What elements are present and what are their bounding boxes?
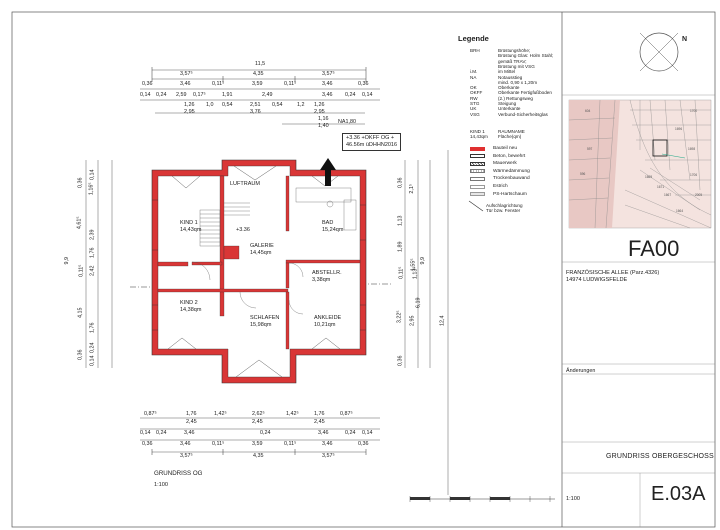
dim-top-5f: 3,76 xyxy=(250,109,261,115)
dim-bot-3g: 0,36 xyxy=(358,441,369,447)
legend-material-label: Bauteil neu xyxy=(493,146,518,151)
legend-swatch xyxy=(470,154,485,158)
legend-abbr-row xyxy=(470,69,515,74)
dim-top-4b: 0,24 xyxy=(156,92,167,98)
room-ankleide: ANKLEIDE 10,21qm xyxy=(314,315,342,328)
legend-abbr-code: RW xyxy=(470,95,478,101)
dim-bot-2a: 0,14 xyxy=(140,430,151,436)
opening-icon xyxy=(468,200,484,212)
dim-top-3f: 3,46 xyxy=(322,81,333,87)
legend-abbr-code: VSG xyxy=(470,111,480,117)
legend-abbr-row xyxy=(470,64,535,69)
svg-text:597: 597 xyxy=(587,147,593,151)
dim-top-2c: 3,57⁵ xyxy=(322,71,335,77)
dim-right3-c: 1,89 xyxy=(397,241,404,252)
room-luftraum: LUFTRAUM xyxy=(230,181,260,187)
dim-bot-4b: 4,35 xyxy=(253,453,264,459)
dim-right2-e: 0,36 xyxy=(397,355,404,366)
plan-scale: 1:100 xyxy=(154,482,168,488)
legend-material-label: PS-Hartschaum xyxy=(493,191,527,197)
legend-material-label: Estrich xyxy=(493,184,508,189)
dim-top-3d: 3,59 xyxy=(252,81,263,87)
legend-abbr-desc: Oberkante Fertigfußboden xyxy=(498,90,552,96)
dim-top-3c: 0,11⁵ xyxy=(212,81,225,87)
svg-text:1698: 1698 xyxy=(688,147,696,151)
dim-left2-d: 1,76 xyxy=(89,247,96,258)
legend-abbr-code: NA xyxy=(470,74,477,80)
dim-bot-3e: 0,11⁵ xyxy=(284,441,297,447)
legend-abbr-row xyxy=(470,59,527,64)
legend-abbr-row xyxy=(470,48,530,53)
dim-bot-4c: 3,57⁵ xyxy=(322,453,335,459)
dim-bot-2g: 0,14 xyxy=(362,430,373,436)
room-galerie: GALERIE 14,45qm xyxy=(250,243,274,256)
legend-material-label: Beton, bewehrt xyxy=(493,153,526,159)
legend-abbr-row xyxy=(470,85,519,90)
dim-right2-b: 3,22⁵ xyxy=(396,310,403,324)
legend-abbr-desc: mind. 0,90 x 1,20m xyxy=(498,79,538,85)
title-block-address: FRANZÖSISCHE ALLEE (Parz.4326) 14974 LUDWIGSFELDE xyxy=(566,270,660,283)
legend-abbr-row xyxy=(470,112,548,117)
dim-bot-4a: 3,57⁵ xyxy=(180,453,193,459)
legend-material-row xyxy=(470,191,527,198)
legend-material-row xyxy=(470,145,517,152)
title-block-plan-number: E.03A xyxy=(651,483,706,505)
legend-abbr-code: OKFF xyxy=(470,90,483,96)
dim-top-4f: 2,49 xyxy=(262,92,273,98)
dim-bot-1e: 2,62⁵ xyxy=(252,411,265,417)
legend-swatch xyxy=(470,177,485,181)
svg-text:2005: 2005 xyxy=(695,193,703,197)
legend-abbr-row xyxy=(470,101,516,106)
dim-bot-3a: 0,36 xyxy=(142,441,153,447)
legend-abbr-desc: Verbund-Sicherheitsglas xyxy=(498,111,548,117)
dim-top-5b: 2,95 xyxy=(184,109,195,115)
dim-left-a: 0,36 xyxy=(77,177,84,188)
dim-top-3a: 0,36 xyxy=(142,81,153,87)
dim-top-4e: 1,91 xyxy=(222,92,233,98)
dim-left-b: 4,61⁵ xyxy=(76,216,83,230)
dim-top-4c: 2,59 xyxy=(176,92,187,98)
svg-text:1671: 1671 xyxy=(657,185,665,189)
dim-top-2b: 4,35 xyxy=(253,71,264,77)
dim-bot-2c: 3,46 xyxy=(184,430,195,436)
room-schlafen: SCHLAFEN 15,98qm xyxy=(250,315,280,328)
dim-left-c: 0,11⁵ xyxy=(78,264,85,277)
dim-bot-1g: 1,42⁵ xyxy=(286,411,299,417)
scale-bar xyxy=(410,496,555,502)
dim-left-d: 4,15 xyxy=(77,307,84,318)
legend-material-row xyxy=(470,153,525,160)
legend-abbr-desc: Steigung xyxy=(498,101,517,106)
svg-text:604: 604 xyxy=(585,109,591,113)
legend-abbr-desc: Notausstieg xyxy=(498,74,523,80)
dim-top-5h: 1,2 xyxy=(297,102,305,108)
legend-abbr-desc: Brüstung mit VSG xyxy=(498,63,535,69)
room-kind-1: KIND 1 14,43qm xyxy=(180,220,202,233)
legend-material-label: Trockenbauwand xyxy=(493,176,530,182)
dim-bot-1c: 2,45 xyxy=(186,419,197,425)
legend-material-label: Mauerwerk xyxy=(493,161,517,167)
dim-bot-2f: 0,24 xyxy=(345,430,356,436)
title-block-changes: Änderungen xyxy=(566,368,596,374)
dim-left2-e: 2,42 xyxy=(89,265,96,276)
dim-right-a: 9,9 xyxy=(420,256,427,265)
room-kind-2: KIND 2 14,38qm xyxy=(180,300,202,313)
legend-abbr-desc: Oberkante xyxy=(498,85,520,91)
legend-abbr-desc: gemäß TRAV; xyxy=(498,58,527,64)
dim-left2-f: 1,76 xyxy=(89,322,96,333)
dim-top-6c: NA1,80 xyxy=(338,119,356,125)
legend-room-key: KIND 1 RAUMNAME 14,43qm Fläche(qm) xyxy=(470,129,525,139)
title-block-code: FA00 xyxy=(628,236,680,261)
dim-top-6a: 1,16 xyxy=(318,116,329,122)
legend-abbr-row xyxy=(470,75,522,80)
legend-swatch xyxy=(470,162,485,166)
legend-material-label: Wärmedämmung xyxy=(493,168,530,174)
level-note: +3.36 +OKFF OG + 46.56m üDHHN2016 xyxy=(342,133,401,151)
dim-right3-b: 1,13 xyxy=(397,215,404,226)
legend-abbr-desc: Brüstung Glas: Holm Stahl; xyxy=(498,53,554,59)
dim-bot-1h: 1,76 xyxy=(314,411,325,417)
svg-text:1667: 1667 xyxy=(664,193,672,197)
legend-swatch xyxy=(470,192,485,196)
site-map xyxy=(569,100,711,228)
dim-top-5g: 0,54 xyxy=(272,102,283,108)
svg-text:1669: 1669 xyxy=(645,175,653,179)
dim-bot-3f: 3,46 xyxy=(322,441,333,447)
dim-top-3e: 0,11⁵ xyxy=(284,81,297,87)
svg-text:N: N xyxy=(682,36,688,43)
dim-left2-h: 0,14 xyxy=(89,355,96,366)
svg-text:1696: 1696 xyxy=(675,127,683,131)
legend-abbr-desc: Brüstungshöhe; xyxy=(498,48,531,53)
title-block-drawing-title: GRUNDRISS OBERGESCHOSS xyxy=(606,453,714,460)
dim-bot-1a: 0,87⁵ xyxy=(144,411,157,417)
room-abstellraum: ABSTELLR. 3,38qm xyxy=(312,270,342,283)
dim-top-5d: 0,54 xyxy=(222,102,233,108)
dim-bot-2d: 0,24 xyxy=(260,430,271,436)
dim-right3-e: 1,55⁵ xyxy=(410,258,417,272)
dim-right3-d: 1,13⁵ xyxy=(412,266,419,280)
legend-title: Legende xyxy=(458,34,489,43)
legend-material-row xyxy=(470,160,517,167)
north-arrow-icon xyxy=(640,33,687,71)
dim-top-3g: 0,36 xyxy=(358,81,369,87)
level-mark: +3.36 xyxy=(236,227,250,233)
dim-top-3b: 3,46 xyxy=(180,81,191,87)
legend-abbr-desc: im Mittel xyxy=(498,69,516,75)
dim-left2-a: 0,14 xyxy=(89,169,96,180)
legend-material-row xyxy=(470,175,530,182)
dim-right3-a: 2,1⁵ xyxy=(409,183,416,194)
dim-top-4i: 0,14 xyxy=(362,92,373,98)
legend-abbr-desc: (2.) Rettungsweg xyxy=(498,95,533,101)
legend-abbr-code: OK xyxy=(470,85,477,91)
legend-abbr-code: STG xyxy=(470,101,480,106)
legend-material-row xyxy=(470,183,508,190)
dim-top-total: 11,5 xyxy=(255,61,266,67)
dim-top-5j: 2,95 xyxy=(314,109,325,115)
legend-abbr-code: BRH xyxy=(470,48,480,53)
legend-abbr-row xyxy=(470,90,552,95)
legend-abbr-row xyxy=(470,96,533,101)
legend-abbr-row xyxy=(470,106,520,111)
dim-top-5e: 2,51 xyxy=(250,102,261,108)
dim-bot-3c: 0,11⁵ xyxy=(212,441,225,447)
legend-abbr-row xyxy=(470,80,537,85)
svg-text:1706: 1706 xyxy=(690,173,698,177)
dim-bot-2b: 0,24 xyxy=(156,430,167,436)
legend-abbr-row xyxy=(470,53,553,58)
svg-text:1664: 1664 xyxy=(676,209,684,213)
dim-bot-3b: 3,46 xyxy=(180,441,191,447)
dim-top-4h: 0,24 xyxy=(345,92,356,98)
legend-abbr-desc: Unterkante xyxy=(498,106,521,112)
dim-top-4g: 3,46 xyxy=(322,92,333,98)
dim-top-4a: 0,14 xyxy=(140,92,151,98)
dim-left-total: 9,9 xyxy=(64,256,71,265)
dim-right3-f: 2,95 xyxy=(409,315,416,326)
svg-text:596: 596 xyxy=(580,172,586,176)
plan-title: GRUNDRISS OG xyxy=(154,470,203,477)
legend-opening: Aufschlagrichtung Tür bzw. Fenster xyxy=(486,203,523,213)
dim-top-2a: 3,57⁵ xyxy=(180,71,193,77)
dim-bot-1d: 1,42⁵ xyxy=(214,411,227,417)
legend-material-row xyxy=(470,168,530,175)
dim-right2-d: 6,19 xyxy=(415,297,422,308)
dim-right-total: 12,4 xyxy=(439,315,446,326)
legend-swatch xyxy=(470,169,485,173)
dim-top-4d: 0,17⁵ xyxy=(193,92,206,98)
svg-text:1700: 1700 xyxy=(690,109,698,113)
dim-top-5i: 1,26 xyxy=(314,102,325,108)
room-bad: BAD 15,24qm xyxy=(322,220,344,233)
dim-bot-1i: 2,45 xyxy=(314,419,325,425)
title-block-scale: 1:100 xyxy=(566,496,580,502)
dim-top-5c: 1,0 xyxy=(206,102,214,108)
dim-left2-c: 2,39 xyxy=(89,229,96,240)
dim-top-5a: 1,26 xyxy=(184,102,195,108)
dim-bot-2e: 3,46 xyxy=(318,430,329,436)
dim-left2-b: 1,16⁵ xyxy=(88,182,95,196)
legend-swatch xyxy=(470,185,485,189)
legend-abbr-code: i.M. xyxy=(470,69,478,75)
dim-bot-1j: 0,87⁵ xyxy=(340,411,353,417)
dim-left2-g: 0,24 xyxy=(89,342,96,353)
dim-top-6b: 1,40 xyxy=(318,123,329,129)
dim-left-e: 0,36 xyxy=(77,349,84,360)
dim-bot-1f: 2,45 xyxy=(252,419,263,425)
dim-bot-1b: 1,76 xyxy=(186,411,197,417)
dim-right2-a: 0,36 xyxy=(397,177,404,188)
dim-right2-c: 0,11⁵ xyxy=(398,266,405,279)
legend-abbr-code: UK xyxy=(470,106,477,112)
legend-swatch xyxy=(470,147,485,151)
dim-bot-3d: 3,59 xyxy=(252,441,263,447)
